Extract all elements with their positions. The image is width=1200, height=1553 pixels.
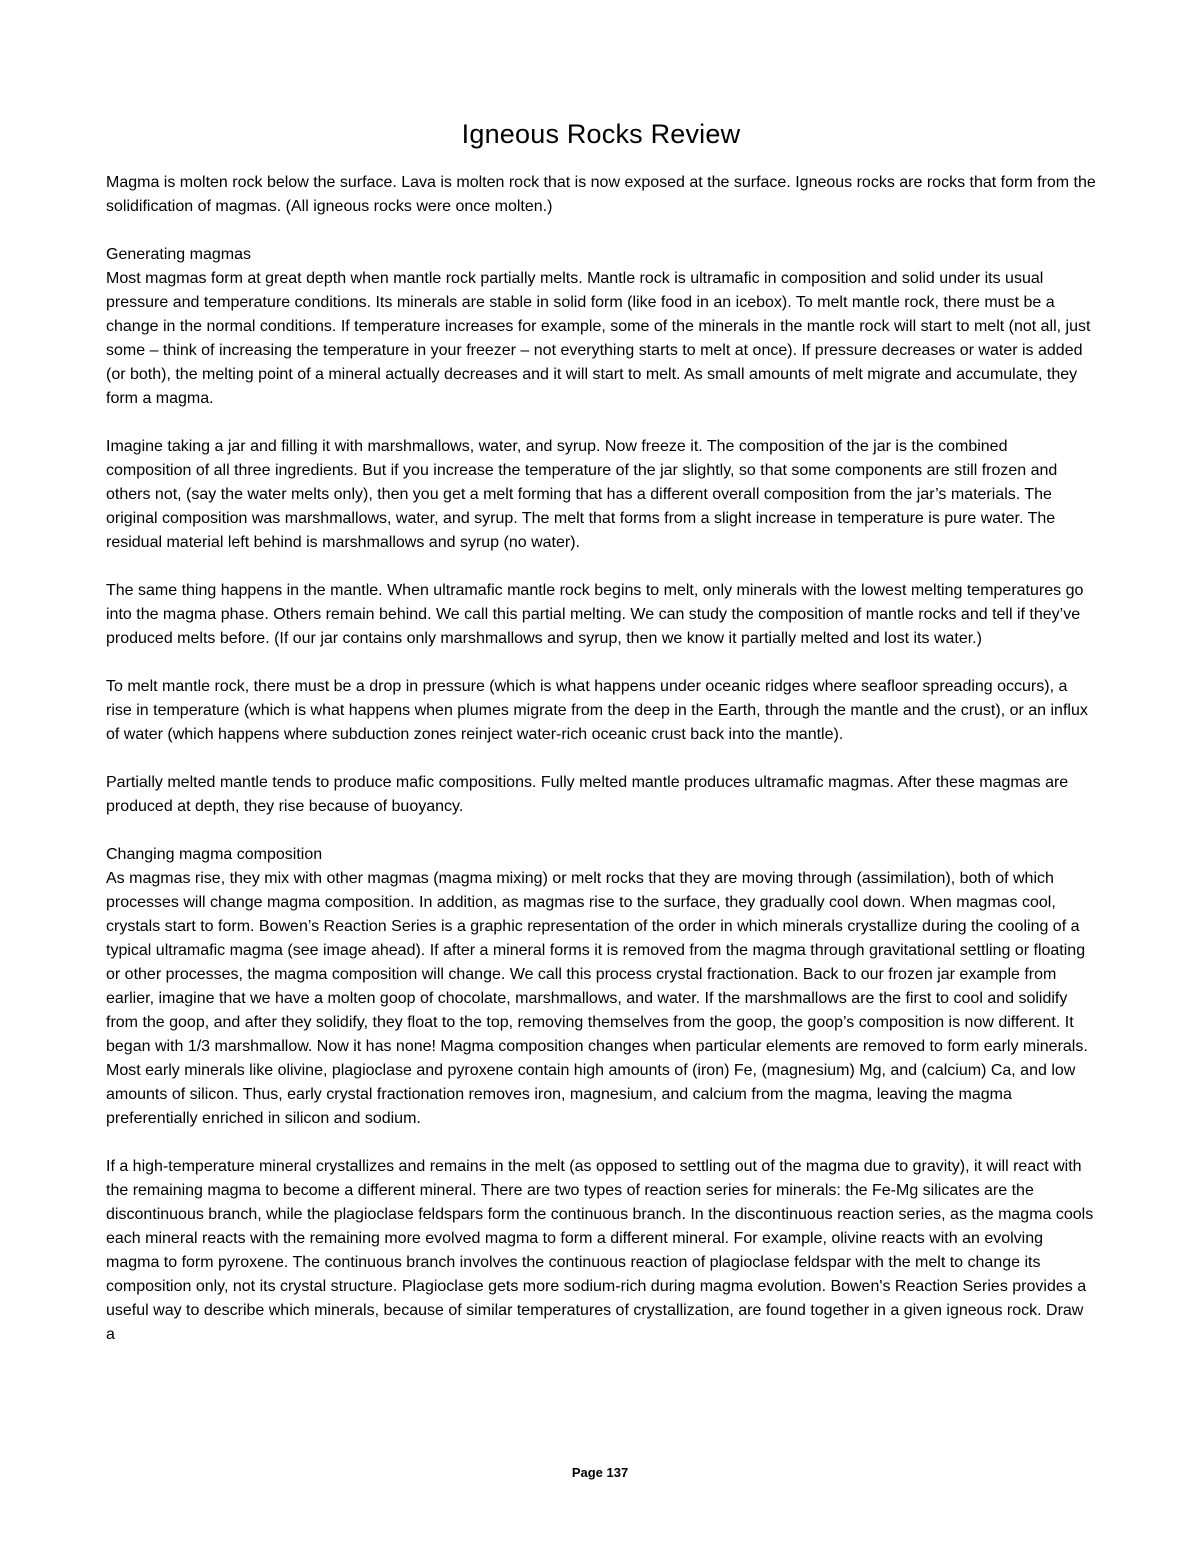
section-changing-magma-composition xyxy=(106,843,1096,1131)
paragraph: Imagine taking a jar and filling it with marshmallows, water, and syrup. Now freeze it. The composition of the jar is the combined composition of all three ingredients. But if you increase the temperature of the jar slightly, so that some components are still frozen and others not, (say the water melts only), then you get a melt forming that has a different overall composition from the jar’s materials. The original composition was marshmallows, water, and syrup. The melt that forms from a slight increase in temperature is pure water. The residual material left behind is marshmallows and syrup (no water). xyxy=(106,438,1058,551)
document-page xyxy=(106,117,1096,1371)
page-number: Page 137 xyxy=(571,1465,629,1480)
page-title: Igneous Rocks Review xyxy=(461,119,741,149)
paragraph: The same thing happens in the mantle. When ultramafic mantle rock begins to melt, only minerals with the lowest melting temperatures go into the magma phase. Others remain behind. We call this partial melting. We can study the composition of mantle rocks and tell if they’ve produced melts before. (If our jar contains only marshmallows and syrup, then we know it partially melted and lost its water.) xyxy=(106,582,1084,647)
paragraph: As magmas rise, they mix with other magmas (magma mixing) or melt rocks that they are moving through (assimilation), both of which processes will change magma composition. In addition, as magmas rise to the surface, they gradually cool down. When magmas cool, crystals start to form. Bowen’s Reaction Series is a graphic representation of the order in which minerals crystallize during the cooling of a typical ultramafic magma (see image ahead). If after a mineral forms it is removed from the magma through gravitational settling or floating or other processes, the magma composition will change. We call this process crystal fractionation. Back to our frozen jar example from earlier, imagine that we have a molten goop of chocolate, marshmallows, and water. If the marshmallows are the first to cool and solidify from the goop, and after they solidify, they float to the top, removing themselves from the goop, the goop’s composition is now different. It began with 1/3 marshmallow. Now it has none! Magma composition changes when particular elements are removed to form early minerals. Most early minerals like olivine, plagioclase and pyroxene contain high amounts of (iron) Fe, (magnesium) Mg, and (calcium) Ca, and low amounts of silicon. Thus, early crystal fractionation removes iron, magnesium, and calcium from the magma, leaving the magma preferentially enriched in silicon and sodium. xyxy=(106,870,1088,1127)
paragraph: Most magmas form at great depth when mantle rock partially melts. Mantle rock is ultramafic in composition and solid under its usual pressure and temperature conditions. Its minerals are stable in solid form (like food in an icebox). To melt mantle rock, there must be a change in the normal conditions. If temperature increases for example, some of the minerals in the mantle rock will start to melt (not all, just some – think of increasing the temperature in your freezer – not everything starts to melt at once). If pressure decreases or water is added (or both), the melting point of a mineral actually decreases and it will start to melt. As small amounts of melt migrate and accumulate, they form a magma. xyxy=(106,270,1091,407)
paragraph: Partially melted mantle tends to produce mafic compositions. Fully melted mantle produces ultramafic magmas. After these magmas are produced at depth, they rise because of buoyancy. xyxy=(106,774,1069,815)
section-heading: Changing magma composition xyxy=(106,846,323,863)
section-generating-magmas xyxy=(106,243,1096,411)
section-heading: Generating magmas xyxy=(106,246,251,263)
intro-paragraph: Magma is molten rock below the surface. Lava is molten rock that is now exposed at the surface. Igneous rocks are rocks that form from the solidification of magmas. (All igneous rocks were once molten.) xyxy=(106,174,1096,215)
paragraph: If a high-temperature mineral crystallizes and remains in the melt (as opposed to settling out of the magma due to gravity), it will react with the remaining magma to become a different mineral. There are two types of reaction series for minerals: the Fe-Mg silicates are the discontinuous branch, while the plagioclase feldspars form the continuous branch. In the discontinuous reaction series, as the magma cools each mineral reacts with the remaining more evolved magma to form a different mineral. For example, olivine reacts with an evolving magma to form pyroxene. The continuous branch involves the continuous reaction of plagioclase feldspar with the melt to change its composition only, not its crystal structure. Plagioclase gets more sodium-rich during magma evolution. Bowen's Reaction Series provides a useful way to describe which minerals, because of similar temperatures of crystallization, are found together in a given igneous rock. Draw a xyxy=(106,1158,1094,1343)
paragraph: To melt mantle rock, there must be a drop in pressure (which is what happens under oceanic ridges where seafloor spreading occurs), a rise in temperature (which is what happens when plumes migrate from the deep in the Earth, through the mantle and the crust), or an influx of water (which happens where subduction zones reinject water-rich oceanic crust back into the mantle). xyxy=(106,678,1088,743)
